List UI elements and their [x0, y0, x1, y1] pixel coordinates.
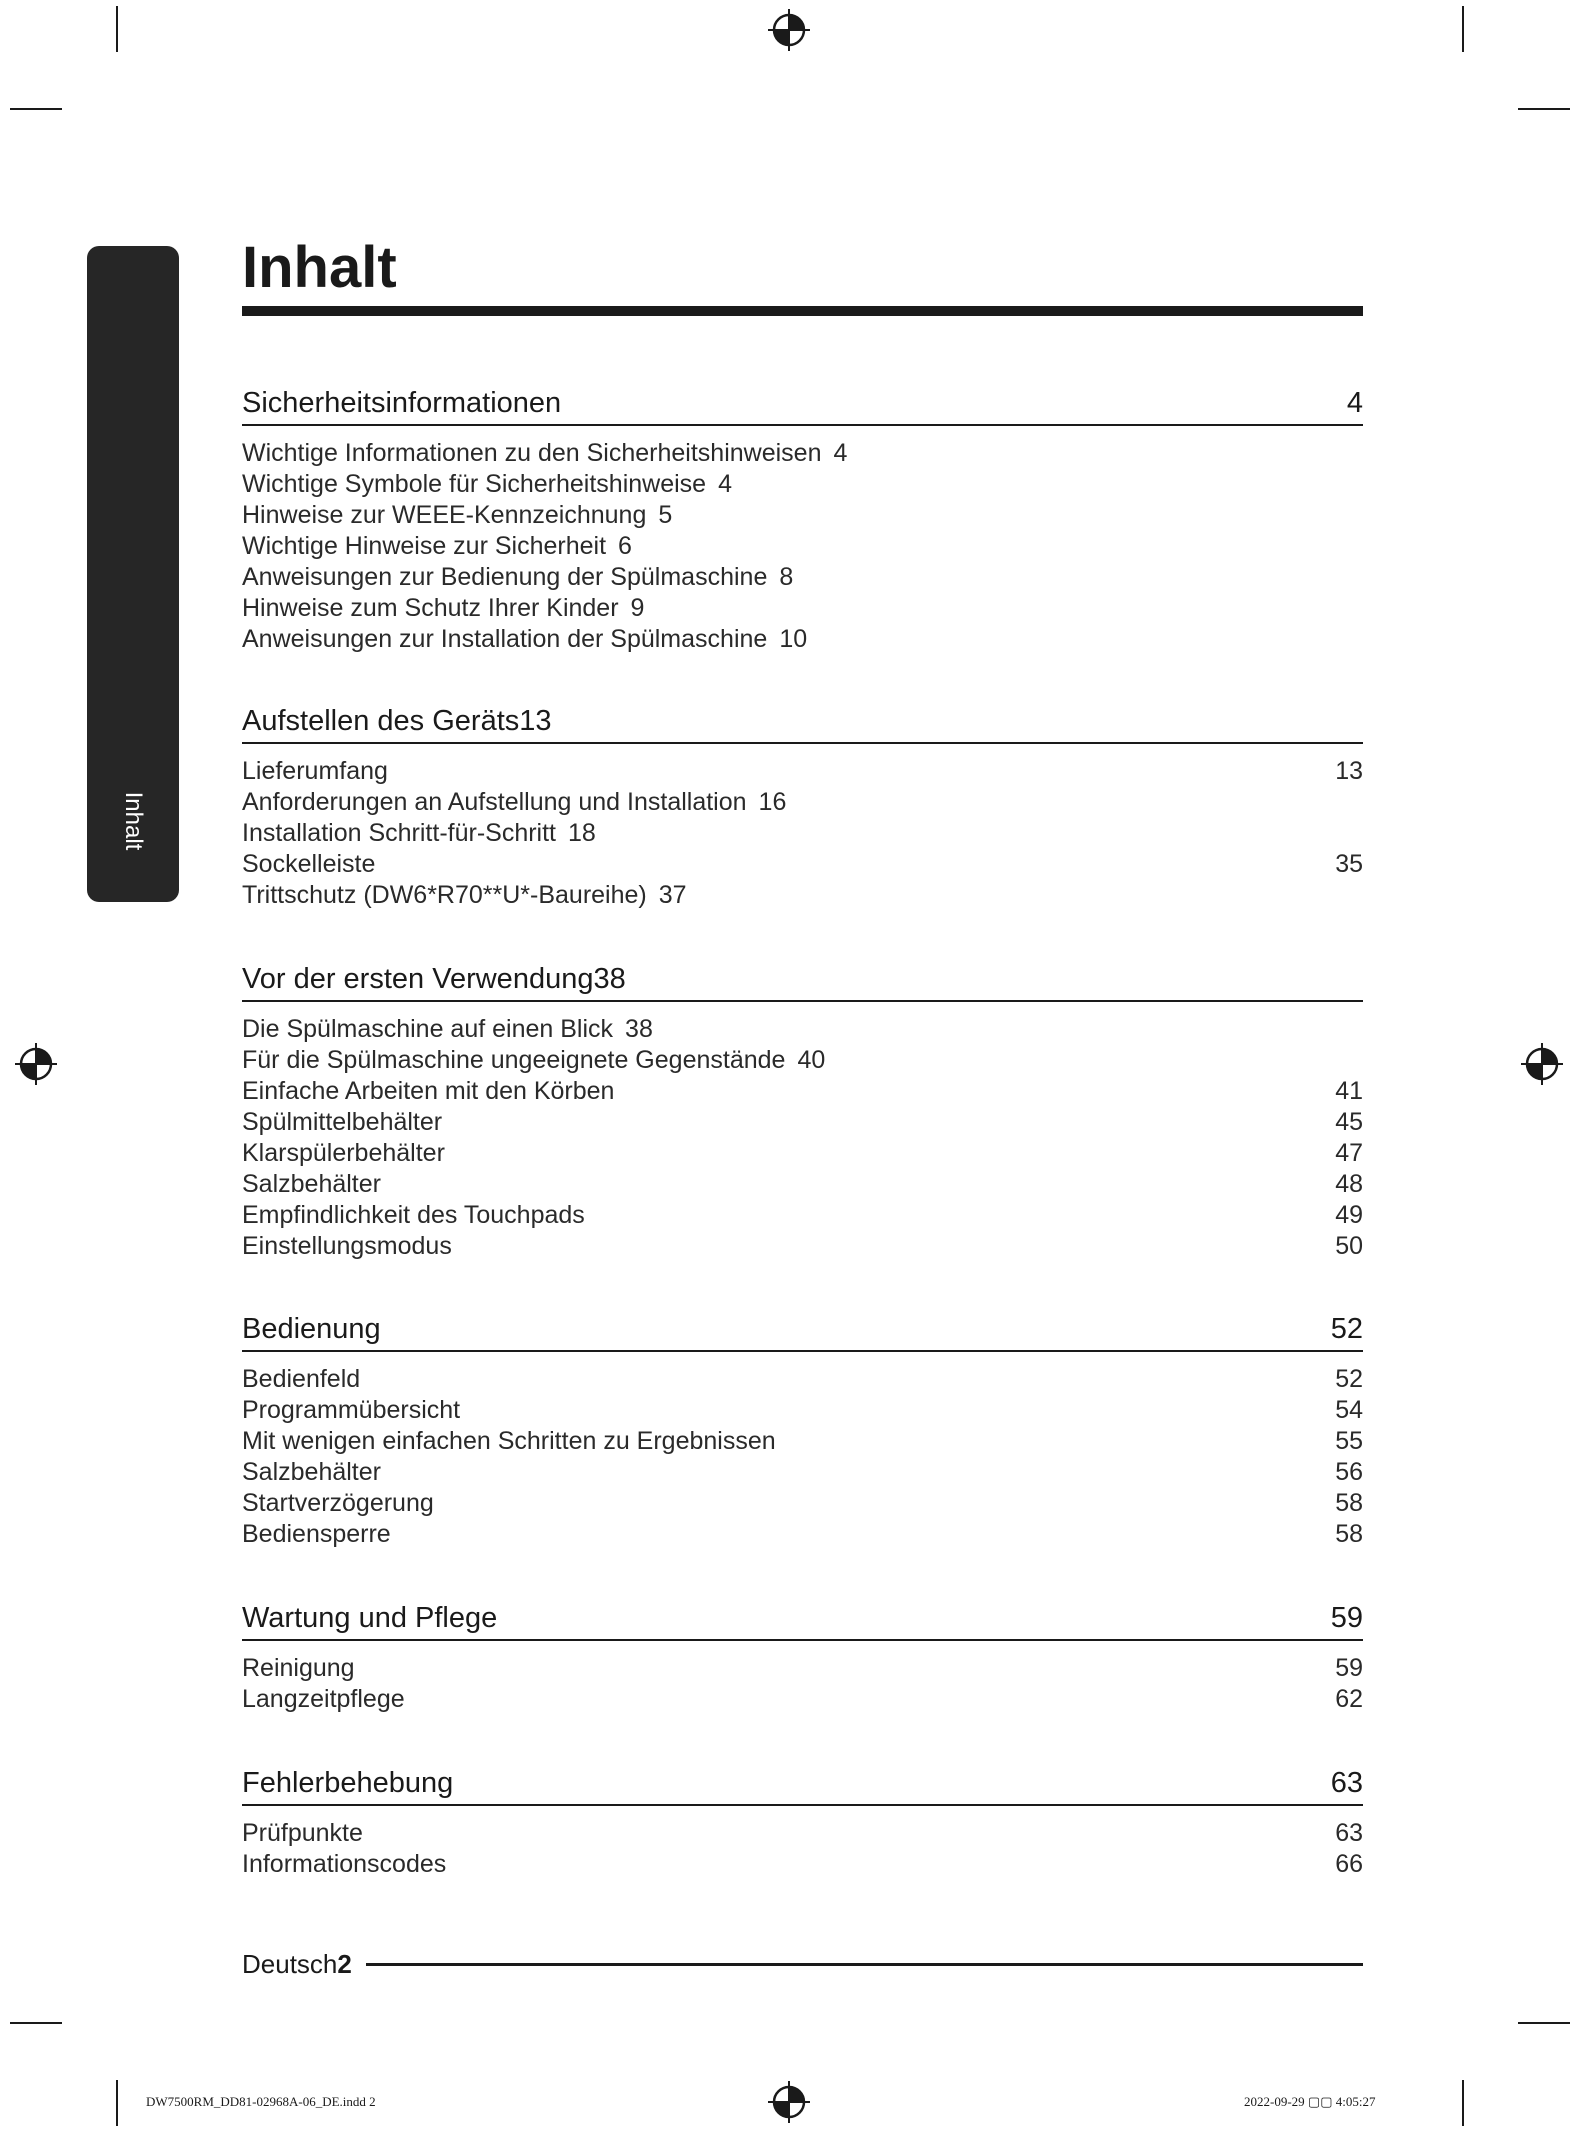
page-footer	[242, 1946, 1363, 1982]
slug-timestamp: 2022-09-29 ▢▢ 4:05:27	[1244, 2094, 1376, 2109]
toc-item[interactable]	[242, 818, 1363, 849]
toc-item-label: Wichtige Hinweise zur Sicherheit	[242, 532, 607, 560]
toc-item-label: Hinweise zum Schutz Ihrer Kinder	[242, 594, 619, 622]
toc-item[interactable]	[242, 593, 1363, 624]
registration-mark-top-icon	[767, 8, 811, 52]
crop-mark-top-left-v	[116, 6, 118, 52]
toc-item-label: Mit wenigen einfachen Schritten zu Ergebnissen	[242, 1427, 776, 1455]
toc-item-page: 37	[658, 881, 687, 909]
section-heading-label: Fehlerbehebung	[242, 1767, 454, 1799]
toc-item-page: 56	[1335, 1458, 1363, 1486]
toc-item-label: Die Spülmaschine auf einen Blick	[242, 1015, 614, 1043]
toc-item[interactable]	[242, 1818, 1363, 1849]
toc-item-page: 18	[568, 819, 596, 847]
toc-item[interactable]	[242, 1076, 1363, 1107]
section-heading-label: Sicherheitsinformationen	[242, 387, 562, 419]
toc-item[interactable]	[242, 1045, 1363, 1076]
registration-mark-bottom-icon	[767, 2080, 811, 2124]
section-items	[242, 1818, 1363, 1880]
toc-item[interactable]	[242, 1849, 1363, 1880]
section-heading-label: Vor der ersten Verwendung	[242, 963, 594, 995]
toc-item-label: Lieferumfang	[242, 757, 388, 785]
section-items	[242, 1014, 1363, 1262]
toc-item-page: 50	[1335, 1232, 1363, 1260]
toc-section-wartung	[242, 1597, 1363, 1715]
toc-item-page: 35	[1335, 850, 1363, 878]
side-tab	[87, 246, 179, 902]
section-items	[242, 1364, 1363, 1550]
toc-item-label: Prüfpunkte	[242, 1819, 363, 1847]
toc-item[interactable]	[242, 531, 1363, 562]
toc-item-label: Hinweise zur WEEE-Kennzeichnung	[242, 501, 647, 529]
toc-item[interactable]	[242, 469, 1363, 500]
toc-item-label: Informationscodes	[242, 1850, 447, 1878]
toc-item-label: Klarspülerbehälter	[242, 1139, 445, 1167]
toc-item-label: Installation Schritt-für-Schritt	[242, 819, 556, 847]
toc-item-page: 62	[1335, 1685, 1363, 1713]
toc-item-label: Anforderungen an Aufstellung und Installation	[242, 788, 747, 816]
section-heading[interactable]	[242, 1597, 1363, 1641]
toc-section-erste-verwendung	[242, 958, 1363, 1262]
crop-mark-top-right-h	[1518, 108, 1570, 110]
section-heading-label: Bedienung	[242, 1313, 381, 1345]
section-heading[interactable]	[242, 700, 1363, 744]
toc-item[interactable]	[242, 1107, 1363, 1138]
toc-item-page: 6	[618, 532, 632, 560]
crop-mark-top-left-h	[10, 108, 62, 110]
footer-rule	[366, 1963, 1363, 1966]
toc-item[interactable]	[242, 787, 1363, 818]
toc-item-label: Wichtige Informationen zu den Sicherheitshinweisen	[242, 439, 822, 467]
toc-item-label: Empfindlichkeit des Touchpads	[242, 1201, 585, 1229]
toc-item-label: Sockelleiste	[242, 850, 376, 878]
toc-item[interactable]	[242, 624, 1363, 655]
toc-item-label: Wichtige Symbole für Sicherheitshinweise	[242, 470, 707, 498]
toc-item-page: 13	[1335, 757, 1363, 785]
toc-item[interactable]	[242, 1200, 1363, 1231]
toc-item-page: 45	[1335, 1108, 1363, 1136]
toc-item-page: 10	[779, 625, 808, 653]
toc-item[interactable]	[242, 1519, 1363, 1550]
section-heading-page: 13	[519, 705, 552, 737]
section-items	[242, 756, 1363, 911]
section-heading-page: 4	[1346, 387, 1363, 419]
toc-item-label: Langzeitpflege	[242, 1685, 405, 1713]
section-heading[interactable]	[242, 1762, 1363, 1806]
toc-section-fehlerbehebung	[242, 1762, 1363, 1880]
toc-item[interactable]	[242, 1684, 1363, 1715]
toc-item-label: Bedienfeld	[242, 1365, 361, 1393]
toc-item[interactable]	[242, 1426, 1363, 1457]
toc-item-page: 66	[1335, 1850, 1363, 1878]
toc-item-page: 59	[1335, 1654, 1363, 1682]
section-heading[interactable]	[242, 1308, 1363, 1352]
toc-item-page: 40	[797, 1046, 826, 1074]
toc-item-label: Einstellungsmodus	[242, 1232, 452, 1260]
toc-item-label: Salzbehälter	[242, 1458, 381, 1486]
section-heading-page: 38	[593, 963, 626, 995]
toc-item-label: Spülmittelbehälter	[242, 1108, 443, 1136]
registration-mark-left-icon	[14, 1042, 58, 1086]
crop-mark-bottom-left-v	[116, 2080, 118, 2126]
toc-item-page: 8	[779, 563, 794, 591]
toc-item[interactable]	[242, 500, 1363, 531]
toc-item[interactable]	[242, 1653, 1363, 1684]
toc-item-page: 5	[658, 501, 673, 529]
toc-item[interactable]	[242, 1364, 1363, 1395]
toc-item[interactable]	[242, 1395, 1363, 1426]
toc-item[interactable]	[242, 438, 1363, 469]
toc-item-label: Bediensperre	[242, 1520, 391, 1548]
toc-item-label: Reinigung	[242, 1654, 355, 1682]
section-heading[interactable]	[242, 958, 1363, 1002]
toc-item[interactable]	[242, 1138, 1363, 1169]
toc-section-aufstellen	[242, 700, 1363, 911]
crop-mark-bottom-right-v	[1462, 2080, 1464, 2126]
crop-mark-bottom-left-h	[10, 2022, 62, 2024]
toc-item-page: 55	[1335, 1427, 1363, 1455]
slug-file: DW7500RM_DD81-02968A-06_DE.indd 2	[146, 2094, 376, 2109]
toc-item[interactable]	[242, 756, 1363, 787]
toc-item[interactable]	[242, 1457, 1363, 1488]
toc-item-page: 38	[625, 1015, 653, 1043]
toc-item-page: 63	[1335, 1819, 1363, 1847]
registration-mark-right-icon	[1520, 1042, 1564, 1086]
side-tab-label: Inhalt	[120, 791, 147, 851]
toc-item-page: 47	[1335, 1139, 1363, 1167]
section-heading-label: Wartung und Pflege	[242, 1602, 498, 1634]
toc-item[interactable]	[242, 1014, 1363, 1045]
toc-item[interactable]	[242, 1488, 1363, 1519]
toc-item-label: Einfache Arbeiten mit den Körben	[242, 1077, 615, 1105]
toc-item-label: Für die Spülmaschine ungeeignete Gegenstände	[242, 1046, 786, 1074]
toc-item[interactable]	[242, 849, 1363, 880]
section-heading-page: 59	[1330, 1602, 1363, 1634]
section-heading[interactable]	[242, 382, 1363, 426]
toc-item-label: Anweisungen zur Bedienung der Spülmaschine	[242, 563, 768, 591]
toc-item-label: Programmübersicht	[242, 1396, 461, 1424]
toc-item-page: 4	[833, 439, 848, 467]
toc-item-page: 58	[1335, 1520, 1363, 1548]
toc-item-label: Startverzögerung	[242, 1489, 434, 1517]
toc-item-page: 48	[1335, 1170, 1363, 1198]
toc-item-page: 49	[1335, 1201, 1363, 1229]
toc-section-sicherheitsinformationen	[242, 382, 1363, 655]
toc-item-label: Salzbehälter	[242, 1170, 381, 1198]
toc-item[interactable]	[242, 880, 1363, 911]
toc-item-page: 54	[1335, 1396, 1363, 1424]
crop-mark-top-right-v	[1462, 6, 1464, 52]
crop-mark-bottom-right-h	[1518, 2022, 1570, 2024]
section-heading-page: 63	[1330, 1767, 1363, 1799]
footer-language: Deutsch	[242, 1948, 338, 1979]
toc-item-label: Anweisungen zur Installation der Spülmaschine	[242, 625, 768, 653]
footer-page-number: 2	[337, 1948, 352, 1979]
section-items	[242, 1653, 1363, 1715]
toc-item[interactable]	[242, 1169, 1363, 1200]
toc-item-page: 4	[718, 470, 732, 498]
footer-label	[242, 1949, 352, 1980]
section-items	[242, 438, 1363, 655]
toc-item-page: 41	[1335, 1077, 1363, 1105]
title-rule	[242, 306, 1363, 316]
section-heading-page: 52	[1330, 1313, 1363, 1345]
toc-item[interactable]	[242, 1231, 1363, 1262]
toc-item[interactable]	[242, 562, 1363, 593]
toc-section-bedienung	[242, 1308, 1363, 1550]
toc-item-page: 9	[630, 594, 645, 622]
toc-item-label: Trittschutz (DW6*R70**U*-Baureihe)	[242, 881, 647, 909]
toc-item-page: 58	[1335, 1489, 1363, 1517]
toc-item-page: 16	[758, 788, 787, 816]
toc-item-page: 52	[1335, 1365, 1363, 1393]
page-title: Inhalt	[242, 235, 397, 300]
section-heading-label: Aufstellen des Geräts	[242, 705, 520, 737]
